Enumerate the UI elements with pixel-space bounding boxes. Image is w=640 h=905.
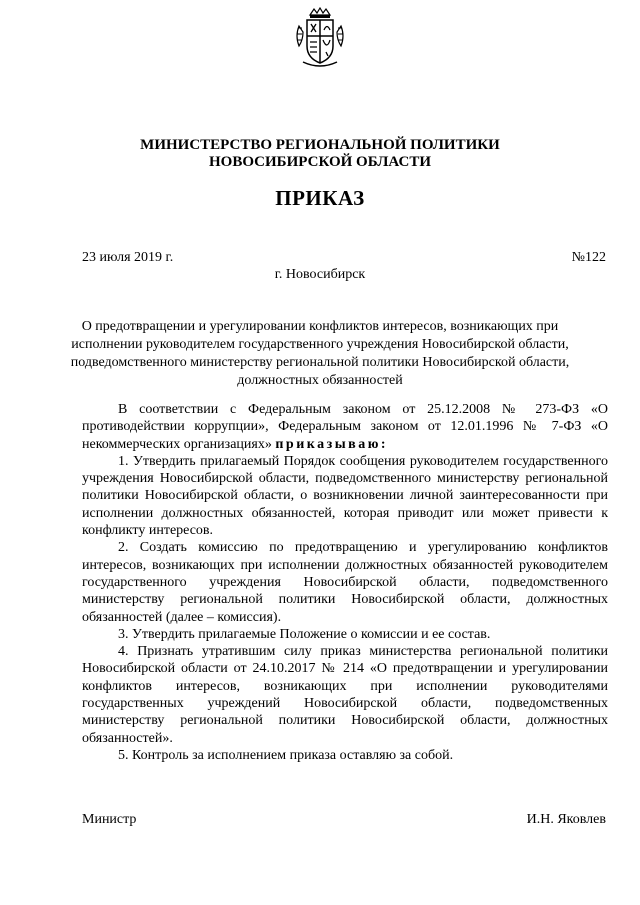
order-item-4: 4. Признать утратившим силу приказ министерства региональной политики Новосибирской области от 24.10.2017 № 214 «О предотвращении и урегулировании конфликтов интересов, возникающих при исполнении руководителями государственных учреждений Новосибирской области, подведомственных министерству региональной политики Новосибирской области, должностных обязанностей». <box>82 644 608 746</box>
document-subject: О предотвращении и урегулировании конфликтов интересов, возникающих при исполнении руководителем государственного учреждения Новосибирской области, подведомственного министерству региональной политики Новосибирской области, должностных обязанностей <box>70 319 570 388</box>
document-number: №122 <box>571 250 606 265</box>
order-item-5: 5. Контроль за исполнением приказа оставляю за собой. <box>118 747 454 763</box>
document-type: ПРИКАЗ <box>275 186 365 210</box>
signatory-name: И.Н. Яковлев <box>526 812 606 827</box>
order-item-2: 2. Создать комиссию по предотвращению и урегулированию конфликтов интересов, возникающих при исполнении должностных обязанностей руководителем государственного учреждения Новосибирской области, подведомственного министерству региональной политики Новосибирской области, должностных обязанностей (далее – комиссия). <box>82 540 608 625</box>
document-city: г. Новосибирск <box>274 267 366 282</box>
coat-of-arms-icon <box>293 6 347 70</box>
document-date: 23 июля 2019 г. <box>82 250 174 265</box>
order-item-3: 3. Утвердить прилагаемые Положение о комиссии и ее состав. <box>118 626 491 642</box>
signatory-position: Министр <box>82 812 137 827</box>
decree-word: приказываю: <box>275 436 389 452</box>
ministry-name-line2: НОВОСИБИРСКОЙ ОБЛАСТИ <box>208 154 432 170</box>
document-body <box>82 401 608 764</box>
preamble <box>82 401 608 453</box>
ministry-name <box>0 137 640 171</box>
preamble-text: В соответствии с Федеральным законом от 25.12.2008 № 273-ФЗ «О противодействии коррупции», Федеральным законом от 12.01.1996 № 7-ФЗ «О некоммерческих организациях» <box>82 402 608 452</box>
ministry-name-line1: МИНИСТЕРСТВО РЕГИОНАЛЬНОЙ ПОЛИТИКИ <box>140 137 500 153</box>
order-item-1: 1. Утвердить прилагаемый Порядок сообщения руководителем государственного учреждения Новосибирской области, подведомственного министерству региональной политики Новосибирской области, о возникновении личной заинтересованности при исполнении должностных обязанностей, которая приводит или может привести к конфликту интересов. <box>82 453 608 539</box>
